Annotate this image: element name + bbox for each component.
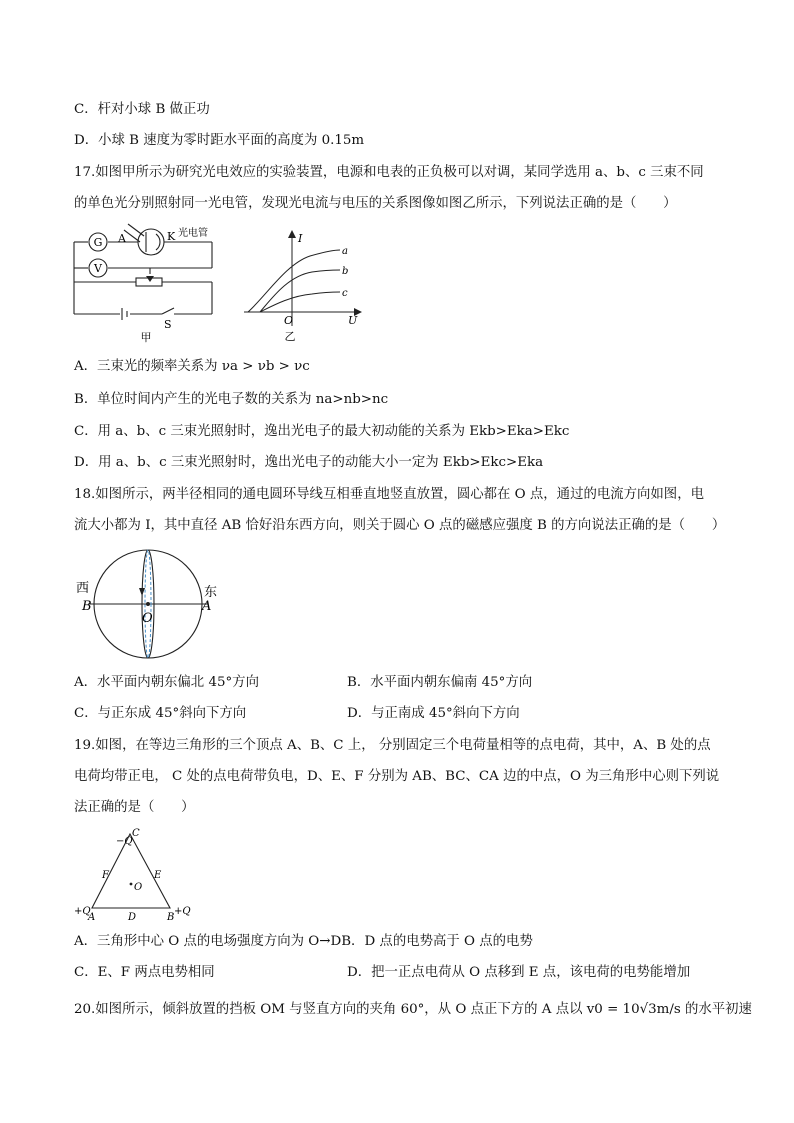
q17-option-c: C．用 a、b、c 三束光照射时，逸出光电子的最大初动能的关系为 Ekb>Eka>Ekc [74,424,570,439]
label-pos-q-b: +Q [174,906,191,917]
q18-option-d: D．与正南成 45°斜向下方向 [347,706,520,721]
label-b: B [167,912,175,922]
label-g: G [93,236,103,249]
label-a: A [202,599,212,614]
label-c: C [132,828,140,839]
q17-stem-line2: 的单色光分别照射同一光电管，发现光电流与电压的关系图像如图乙所示，下列说法正确的是（ ） [74,196,677,211]
q17-option-b: B．单位时间内产生的光电子数的关系为 na>nb>nc [74,392,389,407]
label-curve-c: c [342,288,348,299]
label-pos-q-a: +Q [74,906,91,917]
q18-figure [70,546,230,664]
q18-option-b: B．水平面内朝东偏南 45°方向 [347,675,533,690]
q19-stem-line2: 电荷均带正电， C 处的点电荷带负电，D、E、F 分别为 AB、BC、CA 边的中点，O 为三角形中心则下列说 [74,769,720,784]
label-b: B [82,599,92,614]
q19-stem-line3: 法正确的是（ ） [74,800,195,815]
q19-option-a: A．三角形中心 O 点的电场强度方向为 O→DB．D 点的电势高于 O 点的电势 [74,934,533,949]
label-curve-a: a [342,246,348,257]
label-curve-b: b [342,266,349,277]
q17-stem-line1: 17.如图甲所示为研究光电效应的实验装置，电源和电表的正负极可以对调，某同学选用 a、b、c 三束不同 [74,165,704,180]
caption-jia: 甲 [140,331,152,344]
label-a: A [118,232,126,245]
label-u: U [348,314,358,327]
label-a: A [88,912,96,922]
label-o: O [134,882,143,893]
q16-option-d: D．小球 B 速度为零时距水平面的高度为 0.15m [74,133,365,148]
q20-stem-line1: 20.如图所示，倾斜放置的挡板 OM 与竖直方向的夹角 60°，从 O 点正下方的 A 点以 v0 = 10√3m/s 的水平初速 [74,1002,752,1017]
q16-option-c: C．杆对小球 B 做正功 [74,102,210,117]
q19-figure [70,826,200,922]
label-v: V [94,262,102,275]
label-f: F [102,870,109,881]
q17-figure-jia [66,222,226,344]
q18-stem-line1: 18.如图所示，两半径相同的通电圆环导线互相垂直地竖直放置，圆心都在 O 点，通过的电流方向如图，电 [74,487,704,502]
q17-figure-yi [236,226,366,346]
label-origin: O [284,314,294,327]
label-o: O [142,611,153,626]
q17-option-d: D．用 a、b、c 三束光照射时，逸出光电子的动能大小一定为 Ekb>Ekc>Eka [74,455,544,470]
q18-stem-line2: 流大小都为 I，其中直径 AB 恰好沿东西方向，则关于圆心 O 点的磁感应强度 B 的方向说法正确的是（ ） [74,518,726,533]
label-east: 东 [204,585,218,600]
q17-option-a: A．三束光的频率关系为 νa > νb > νc [74,359,310,374]
label-neg-q: −Q [116,836,133,847]
q19-stem-line1: 19.如图，在等边三角形的三个顶点 A、B、C 上， 分别固定三个电荷量相等的点电荷，其中，A、B 处的点 [74,738,711,753]
label-i: I [298,232,303,245]
label-k: K [167,230,176,243]
q19-option-c: C．E、F 两点电势相同 [74,965,215,980]
label-d: D [128,912,137,922]
label-e: E [154,870,162,881]
label-phototube: 光电管 [178,228,208,239]
q19-option-d: D．把一正点电荷从 O 点移到 E 点，该电荷的电势能增加 [347,965,691,980]
q18-option-a: A．水平面内朝东偏北 45°方向 [74,675,259,690]
label-s: S [164,318,172,331]
caption-yi: 乙 [284,330,296,343]
label-west: 西 [76,581,90,596]
q18-option-c: C．与正东成 45°斜向下方向 [74,706,247,721]
